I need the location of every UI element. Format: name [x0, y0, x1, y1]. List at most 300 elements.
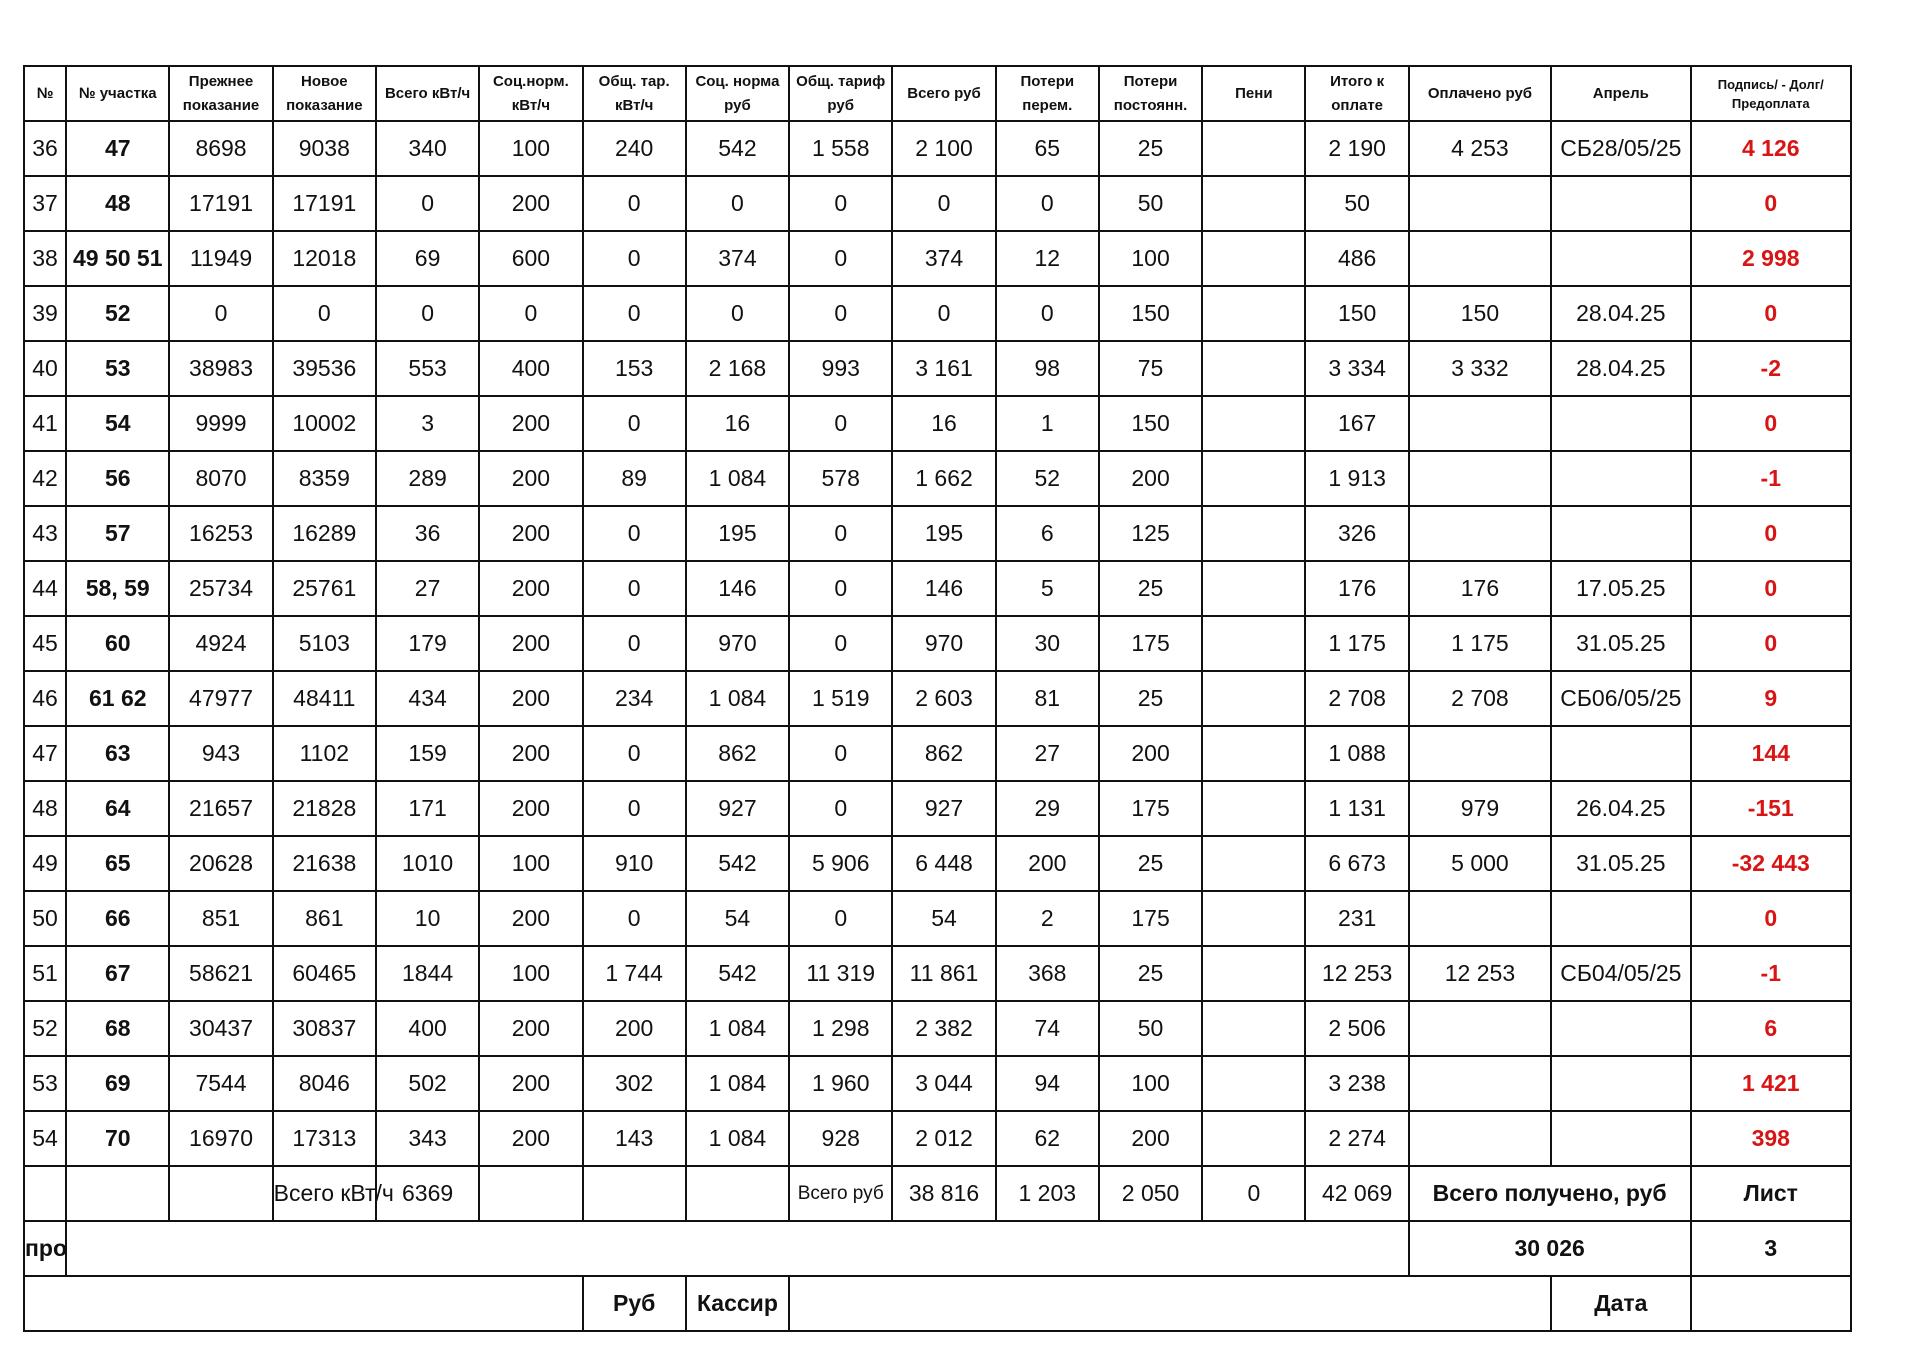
amount-due: 12 253 — [1305, 946, 1408, 1001]
general-tariff-kwh: 302 — [583, 1056, 686, 1111]
constant-losses: 100 — [1099, 1056, 1202, 1111]
total-rub: 54 — [892, 891, 995, 946]
total-kwh: 289 — [376, 451, 479, 506]
variable-losses: 98 — [996, 341, 1099, 396]
plot-number: 66 — [66, 891, 169, 946]
column-header: Апрель — [1551, 66, 1690, 121]
row-number: 37 — [24, 176, 66, 231]
social-norm-kwh: 400 — [479, 341, 582, 396]
social-norm-rub: 0 — [686, 286, 789, 341]
plot-number: 57 — [66, 506, 169, 561]
total-kwh: 502 — [376, 1056, 479, 1111]
table-row — [24, 286, 1851, 341]
social-norm-kwh: 0 — [479, 286, 582, 341]
column-header: Прежнее показание — [169, 66, 272, 121]
total-rub: 3 161 — [892, 341, 995, 396]
totals-empty-cell — [686, 1166, 789, 1221]
penalty — [1202, 781, 1305, 836]
social-norm-kwh: 200 — [479, 451, 582, 506]
general-tariff-rub: 1 519 — [789, 671, 892, 726]
variable-losses: 2 — [996, 891, 1099, 946]
new-reading: 1102 — [273, 726, 376, 781]
general-tariff-kwh: 1 744 — [583, 946, 686, 1001]
social-norm-rub: 195 — [686, 506, 789, 561]
column-header: № участка — [66, 66, 169, 121]
row-number: 36 — [24, 121, 66, 176]
sheet-label: Лист — [1691, 1166, 1851, 1221]
plot-number: 54 — [66, 396, 169, 451]
total-kwh: 1010 — [376, 836, 479, 891]
previous-reading: 4924 — [169, 616, 272, 671]
social-norm-rub: 1 084 — [686, 1056, 789, 1111]
plot-number: 64 — [66, 781, 169, 836]
constant-losses: 200 — [1099, 451, 1202, 506]
row-number: 46 — [24, 671, 66, 726]
general-tariff-rub: 1 298 — [789, 1001, 892, 1056]
row-number: 41 — [24, 396, 66, 451]
amount-paid — [1409, 1001, 1551, 1056]
social-norm-kwh: 200 — [479, 1056, 582, 1111]
amount-paid: 2 708 — [1409, 671, 1551, 726]
social-norm-kwh: 100 — [479, 946, 582, 1001]
table-row — [24, 231, 1851, 286]
social-norm-rub: 374 — [686, 231, 789, 286]
column-header: Пени — [1202, 66, 1305, 121]
previous-reading: 21657 — [169, 781, 272, 836]
amount-due: 2 506 — [1305, 1001, 1408, 1056]
plot-number: 65 — [66, 836, 169, 891]
summary-blank-area — [66, 1221, 1409, 1276]
data-rows — [24, 121, 1851, 1166]
signature-blank-area — [24, 1276, 583, 1331]
constant-losses: 75 — [1099, 341, 1202, 396]
table-row — [24, 891, 1851, 946]
amount-paid — [1409, 891, 1551, 946]
general-tariff-kwh: 0 — [583, 176, 686, 231]
penalty — [1202, 726, 1305, 781]
variable-losses: 52 — [996, 451, 1099, 506]
constant-losses: 25 — [1099, 836, 1202, 891]
variable-losses: 62 — [996, 1111, 1099, 1166]
new-reading: 60465 — [273, 946, 376, 1001]
social-norm-kwh: 200 — [479, 891, 582, 946]
general-tariff-kwh: 910 — [583, 836, 686, 891]
amount-due: 486 — [1305, 231, 1408, 286]
table-row — [24, 671, 1851, 726]
penalty — [1202, 836, 1305, 891]
amount-paid — [1409, 726, 1551, 781]
general-tariff-rub: 0 — [789, 396, 892, 451]
cashier-signature-area — [789, 1276, 1551, 1331]
constant-losses: 25 — [1099, 946, 1202, 1001]
social-norm-kwh: 200 — [479, 1111, 582, 1166]
table-row — [24, 1056, 1851, 1111]
column-header: Новое показание — [273, 66, 376, 121]
row-number: 44 — [24, 561, 66, 616]
row-number: 38 — [24, 231, 66, 286]
penalty — [1202, 671, 1305, 726]
social-norm-kwh: 200 — [479, 1001, 582, 1056]
general-tariff-rub: 1 960 — [789, 1056, 892, 1111]
totals-kwh-value: 6369 — [376, 1166, 479, 1221]
variable-losses: 74 — [996, 1001, 1099, 1056]
april-payment: СБ06/05/25 — [1551, 671, 1690, 726]
general-tariff-kwh: 0 — [583, 561, 686, 616]
plot-number: 69 — [66, 1056, 169, 1111]
plot-number: 48 — [66, 176, 169, 231]
total-rub: 0 — [892, 286, 995, 341]
new-reading: 30837 — [273, 1001, 376, 1056]
general-tariff-rub: 0 — [789, 231, 892, 286]
table-row — [24, 506, 1851, 561]
social-norm-rub: 1 084 — [686, 1001, 789, 1056]
penalty — [1202, 396, 1305, 451]
amount-due: 1 131 — [1305, 781, 1408, 836]
amount-due: 3 334 — [1305, 341, 1408, 396]
totals-rub-label: Всего руб — [789, 1166, 892, 1221]
social-norm-kwh: 600 — [479, 231, 582, 286]
april-payment — [1551, 176, 1690, 231]
general-tariff-rub: 0 — [789, 781, 892, 836]
total-rub: 146 — [892, 561, 995, 616]
amount-paid: 3 332 — [1409, 341, 1551, 396]
balance-value: 0 — [1691, 561, 1851, 616]
april-payment — [1551, 506, 1690, 561]
amount-paid: 176 — [1409, 561, 1551, 616]
general-tariff-rub: 11 319 — [789, 946, 892, 1001]
column-header: Потери перем. — [996, 66, 1099, 121]
amount-due: 231 — [1305, 891, 1408, 946]
amount-paid: 1 175 — [1409, 616, 1551, 671]
header-row — [24, 66, 1851, 121]
plot-number: 68 — [66, 1001, 169, 1056]
total-kwh: 36 — [376, 506, 479, 561]
general-tariff-kwh: 143 — [583, 1111, 686, 1166]
table-row — [24, 1111, 1851, 1166]
variable-losses: 6 — [996, 506, 1099, 561]
balance-value: 144 — [1691, 726, 1851, 781]
amount-paid — [1409, 396, 1551, 451]
general-tariff-rub: 928 — [789, 1111, 892, 1166]
constant-losses: 175 — [1099, 891, 1202, 946]
general-tariff-kwh: 0 — [583, 506, 686, 561]
general-tariff-rub: 0 — [789, 176, 892, 231]
table-row — [24, 341, 1851, 396]
previous-reading: 38983 — [169, 341, 272, 396]
total-kwh: 553 — [376, 341, 479, 396]
general-tariff-kwh: 234 — [583, 671, 686, 726]
social-norm-rub: 54 — [686, 891, 789, 946]
new-reading: 8359 — [273, 451, 376, 506]
social-norm-rub: 542 — [686, 121, 789, 176]
general-tariff-kwh: 0 — [583, 891, 686, 946]
balance-value: 2 998 — [1691, 231, 1851, 286]
date-value-area — [1691, 1276, 1851, 1331]
april-payment: СБ04/05/25 — [1551, 946, 1690, 1001]
balance-value: -1 — [1691, 946, 1851, 1001]
amount-due: 3 238 — [1305, 1056, 1408, 1111]
previous-reading: 9999 — [169, 396, 272, 451]
april-payment — [1551, 451, 1690, 506]
total-kwh: 10 — [376, 891, 479, 946]
penalty — [1202, 1056, 1305, 1111]
table-row — [24, 121, 1851, 176]
social-norm-kwh: 200 — [479, 176, 582, 231]
total-kwh: 27 — [376, 561, 479, 616]
general-tariff-rub: 0 — [789, 561, 892, 616]
total-rub: 2 100 — [892, 121, 995, 176]
plot-number: 60 — [66, 616, 169, 671]
total-rub: 3 044 — [892, 1056, 995, 1111]
variable-losses: 5 — [996, 561, 1099, 616]
amount-due: 2 708 — [1305, 671, 1408, 726]
constant-losses: 25 — [1099, 121, 1202, 176]
amount-paid — [1409, 231, 1551, 286]
new-reading: 8046 — [273, 1056, 376, 1111]
variable-losses: 94 — [996, 1056, 1099, 1111]
balance-value: 0 — [1691, 616, 1851, 671]
column-header: Общ. тар. кВт/ч — [583, 66, 686, 121]
variable-losses: 29 — [996, 781, 1099, 836]
totals-total-rub: 38 816 — [892, 1166, 995, 1221]
april-payment: 17.05.25 — [1551, 561, 1690, 616]
column-header: Общ. тариф руб — [789, 66, 892, 121]
april-payment — [1551, 231, 1690, 286]
social-norm-rub: 542 — [686, 946, 789, 1001]
previous-reading: 7544 — [169, 1056, 272, 1111]
new-reading: 12018 — [273, 231, 376, 286]
social-norm-kwh: 100 — [479, 836, 582, 891]
social-norm-rub: 862 — [686, 726, 789, 781]
balance-value: 0 — [1691, 506, 1851, 561]
amount-paid: 12 253 — [1409, 946, 1551, 1001]
amount-due: 2 274 — [1305, 1111, 1408, 1166]
general-tariff-kwh: 0 — [583, 231, 686, 286]
general-tariff-rub: 578 — [789, 451, 892, 506]
social-norm-kwh: 200 — [479, 781, 582, 836]
amount-due: 50 — [1305, 176, 1408, 231]
new-reading: 25761 — [273, 561, 376, 616]
social-norm-kwh: 200 — [479, 616, 582, 671]
truncated-label: про — [24, 1221, 66, 1276]
totals-empty-cell — [479, 1166, 582, 1221]
plot-number: 52 — [66, 286, 169, 341]
column-header: Потери постоянн. — [1099, 66, 1202, 121]
general-tariff-rub: 0 — [789, 506, 892, 561]
row-number: 51 — [24, 946, 66, 1001]
variable-losses: 12 — [996, 231, 1099, 286]
general-tariff-rub: 0 — [789, 286, 892, 341]
april-payment: СБ28/05/25 — [1551, 121, 1690, 176]
general-tariff-rub: 5 906 — [789, 836, 892, 891]
variable-losses: 0 — [996, 176, 1099, 231]
general-tariff-kwh: 0 — [583, 726, 686, 781]
total-rub: 374 — [892, 231, 995, 286]
row-number: 48 — [24, 781, 66, 836]
april-payment — [1551, 726, 1690, 781]
constant-losses: 25 — [1099, 671, 1202, 726]
total-rub: 11 861 — [892, 946, 995, 1001]
balance-value: 1 421 — [1691, 1056, 1851, 1111]
amount-due: 1 088 — [1305, 726, 1408, 781]
penalty — [1202, 231, 1305, 286]
amount-paid: 4 253 — [1409, 121, 1551, 176]
new-reading: 17313 — [273, 1111, 376, 1166]
totals-empty-cell — [66, 1166, 169, 1221]
amount-due: 6 673 — [1305, 836, 1408, 891]
april-payment: 26.04.25 — [1551, 781, 1690, 836]
social-norm-kwh: 200 — [479, 671, 582, 726]
totals-empty-cell — [24, 1166, 66, 1221]
previous-reading: 943 — [169, 726, 272, 781]
totals-kwh-label: Всего кВт/ч — [273, 1166, 376, 1221]
social-norm-kwh: 200 — [479, 396, 582, 451]
total-rub: 6 448 — [892, 836, 995, 891]
new-reading: 5103 — [273, 616, 376, 671]
table-row — [24, 451, 1851, 506]
variable-losses: 1 — [996, 396, 1099, 451]
amount-paid — [1409, 176, 1551, 231]
previous-reading: 16253 — [169, 506, 272, 561]
penalty — [1202, 1001, 1305, 1056]
amount-due: 326 — [1305, 506, 1408, 561]
table-row — [24, 836, 1851, 891]
total-kwh: 3 — [376, 396, 479, 451]
penalty — [1202, 946, 1305, 1001]
constant-losses: 175 — [1099, 616, 1202, 671]
social-norm-rub: 1 084 — [686, 1111, 789, 1166]
total-received-label: Всего получено, руб — [1409, 1166, 1691, 1221]
sheet-number: 3 — [1691, 1221, 1851, 1276]
column-header: Оплачено руб — [1409, 66, 1551, 121]
social-norm-rub: 927 — [686, 781, 789, 836]
totals-empty-cell — [169, 1166, 272, 1221]
plot-number: 53 — [66, 341, 169, 396]
general-tariff-kwh: 240 — [583, 121, 686, 176]
new-reading: 9038 — [273, 121, 376, 176]
totals-due: 42 069 — [1305, 1166, 1408, 1221]
total-rub: 1 662 — [892, 451, 995, 506]
general-tariff-rub: 0 — [789, 891, 892, 946]
amount-paid: 150 — [1409, 286, 1551, 341]
amount-due: 150 — [1305, 286, 1408, 341]
previous-reading: 11949 — [169, 231, 272, 286]
penalty — [1202, 616, 1305, 671]
penalty — [1202, 341, 1305, 396]
row-number: 49 — [24, 836, 66, 891]
april-payment: 31.05.25 — [1551, 616, 1690, 671]
column-header: Всего руб — [892, 66, 995, 121]
social-norm-rub: 146 — [686, 561, 789, 616]
table-row — [24, 726, 1851, 781]
row-number: 39 — [24, 286, 66, 341]
cashier-label: Кассир — [686, 1276, 789, 1331]
row-number: 47 — [24, 726, 66, 781]
social-norm-rub: 1 084 — [686, 671, 789, 726]
constant-losses: 25 — [1099, 561, 1202, 616]
balance-value: -1 — [1691, 451, 1851, 506]
penalty — [1202, 451, 1305, 506]
total-rub: 2 382 — [892, 1001, 995, 1056]
total-kwh: 69 — [376, 231, 479, 286]
general-tariff-rub: 0 — [789, 616, 892, 671]
new-reading: 16289 — [273, 506, 376, 561]
row-number: 45 — [24, 616, 66, 671]
previous-reading: 47977 — [169, 671, 272, 726]
balance-value: 398 — [1691, 1111, 1851, 1166]
rub-label: Руб — [583, 1276, 686, 1331]
ledger-table — [23, 65, 1852, 1332]
variable-losses: 200 — [996, 836, 1099, 891]
balance-value: 0 — [1691, 396, 1851, 451]
social-norm-rub: 16 — [686, 396, 789, 451]
previous-reading: 20628 — [169, 836, 272, 891]
balance-value: 4 126 — [1691, 121, 1851, 176]
april-payment — [1551, 396, 1690, 451]
constant-losses: 50 — [1099, 176, 1202, 231]
balance-value: -151 — [1691, 781, 1851, 836]
table-row — [24, 396, 1851, 451]
penalty — [1202, 1111, 1305, 1166]
april-payment: 31.05.25 — [1551, 836, 1690, 891]
social-norm-kwh: 200 — [479, 506, 582, 561]
plot-number: 70 — [66, 1111, 169, 1166]
variable-losses: 81 — [996, 671, 1099, 726]
table-row — [24, 176, 1851, 231]
general-tariff-kwh: 200 — [583, 1001, 686, 1056]
penalty — [1202, 286, 1305, 341]
penalty — [1202, 506, 1305, 561]
plot-number: 47 — [66, 121, 169, 176]
total-kwh: 1844 — [376, 946, 479, 1001]
total-rub: 2 012 — [892, 1111, 995, 1166]
april-payment: 28.04.25 — [1551, 286, 1690, 341]
balance-value: 0 — [1691, 286, 1851, 341]
previous-reading: 58621 — [169, 946, 272, 1001]
total-kwh: 171 — [376, 781, 479, 836]
row-number: 50 — [24, 891, 66, 946]
penalty — [1202, 176, 1305, 231]
general-tariff-rub: 1 558 — [789, 121, 892, 176]
total-received-value: 30 026 — [1409, 1221, 1691, 1276]
total-kwh: 343 — [376, 1111, 479, 1166]
general-tariff-kwh: 89 — [583, 451, 686, 506]
new-reading: 0 — [273, 286, 376, 341]
total-kwh: 0 — [376, 286, 479, 341]
new-reading: 861 — [273, 891, 376, 946]
previous-reading: 8070 — [169, 451, 272, 506]
amount-paid — [1409, 1056, 1551, 1111]
signature-row — [24, 1276, 1851, 1331]
general-tariff-kwh: 153 — [583, 341, 686, 396]
general-tariff-rub: 993 — [789, 341, 892, 396]
total-kwh: 179 — [376, 616, 479, 671]
general-tariff-rub: 0 — [789, 726, 892, 781]
social-norm-rub: 542 — [686, 836, 789, 891]
total-rub: 195 — [892, 506, 995, 561]
new-reading: 21828 — [273, 781, 376, 836]
amount-due: 2 190 — [1305, 121, 1408, 176]
amount-paid — [1409, 506, 1551, 561]
new-reading: 39536 — [273, 341, 376, 396]
constant-losses: 50 — [1099, 1001, 1202, 1056]
social-norm-rub: 0 — [686, 176, 789, 231]
total-kwh: 0 — [376, 176, 479, 231]
new-reading: 10002 — [273, 396, 376, 451]
row-number: 43 — [24, 506, 66, 561]
balance-value: 9 — [1691, 671, 1851, 726]
plot-number: 63 — [66, 726, 169, 781]
